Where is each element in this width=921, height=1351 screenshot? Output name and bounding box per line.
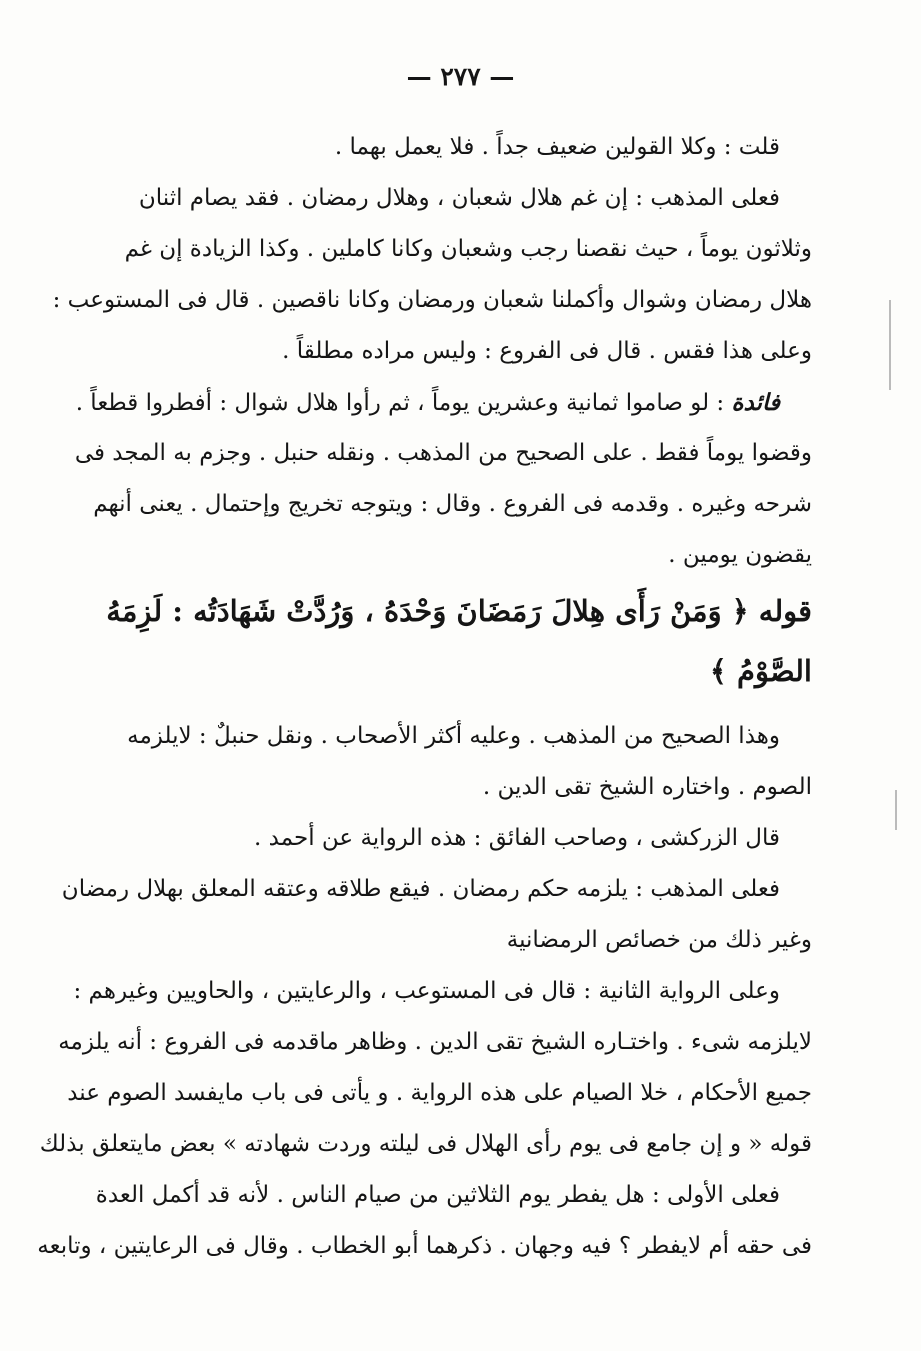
text-line: لايلزمه شىء . واختـاره الشيخ تقى الدين . وظاهر ماقدمه فى الفروع : أنه يلزمه <box>58 1029 812 1055</box>
scan-edge-mark <box>895 790 897 830</box>
text-line <box>75 377 812 428</box>
text-line: جميع الأحكام ، خلا الصيام على هذه الرواية . و يأتى فى باب مايفسد الصوم عند <box>67 1080 812 1106</box>
page-number: — ٢٧٧ — <box>406 62 515 91</box>
main-text <box>37 122 812 1272</box>
text-line: وغير ذلك من خصائص الرمضانية <box>506 927 812 953</box>
spacer <box>162 701 812 711</box>
text-fragment: : لو صاموا ثمانية وعشرين يوماً ، ثم رأوا هلال شوال : أفطروا قطعاً . <box>75 390 732 416</box>
text-line: وعلى الرواية الثانية : قال فى المستوعب ، والرعايتين ، والحاويين وغيرهم : <box>73 978 780 1004</box>
text-line: فعلى المذهب : إن غم هلال شعبان ، وهلال رمضان . فقد يصام اثنان <box>138 185 780 211</box>
text-line: يقضون يومين . <box>668 542 812 568</box>
text-line: وثلاثون يوماً ، حيث نقصنا رجب وشعبان وكانا كاملين . وكذا الزيادة إن غم <box>124 236 812 262</box>
text-line: هلال رمضان وشوال وأكملنا شعبان ورمضان وكانا ناقصين . قال فى المستوعب : <box>52 287 812 313</box>
text-line: وهذا الصحيح من المذهب . وعليه أكثر الأصحاب . ونقل حنبلٌ : لايلزمه <box>127 723 780 749</box>
text-line: الصوم . واختاره الشيخ تقى الدين . <box>482 774 812 800</box>
text-line: وعلى هذا فقس . قال فى الفروع : وليس مراده مطلقاً . <box>282 338 812 364</box>
text-line: فى حقه أم لايفطر ؟ فيه وجهان . ذكرهما أبو الخطاب . وقال فى الرعايتين ، وتابعه <box>37 1233 812 1259</box>
text-line: شرحه وغيره . وقدمه فى الفروع . وقال : ويتوجه تخريج وإحتمال . يعنى أنهم <box>93 491 812 517</box>
text-line: قوله « و إن جامع فى يوم رأى الهلال فى ليلته وردت شهادته » بعض مايتعلق بذلك <box>39 1131 812 1157</box>
text-line: فعلى المذهب : يلزمه حكم رمضان . فيقع طلاقه وعتقه المعلق بهلال رمضان <box>61 876 780 902</box>
text-line: قلت : وكلا القولين ضعيف جداً . فلا يعمل بهما . <box>334 134 780 160</box>
quoted-heading: الصَّوْمُ ﴾ <box>709 654 812 688</box>
faida-label: فائدة <box>731 389 780 416</box>
text-line: فعلى الأولى : هل يفطر يوم الثلاثين من صيام الناس . لأنه قد أكمل العدة <box>95 1182 780 1208</box>
quoted-heading: قوله ﴿ وَمَنْ رَأَى هِلالَ رَمَضَانَ وَحْدَهُ ، وَرُدَّتْ شَهَادَتُه : لَزِمَهُ <box>106 594 812 628</box>
scan-edge-mark <box>889 300 891 390</box>
text-line: وقضوا يوماً فقط . على الصحيح من المذهب . ونقله حنبل . وجزم به المجد فى <box>74 440 812 466</box>
text-line: قال الزركشى ، وصاحب الفائق : هذه الرواية عن أحمد . <box>254 825 780 851</box>
